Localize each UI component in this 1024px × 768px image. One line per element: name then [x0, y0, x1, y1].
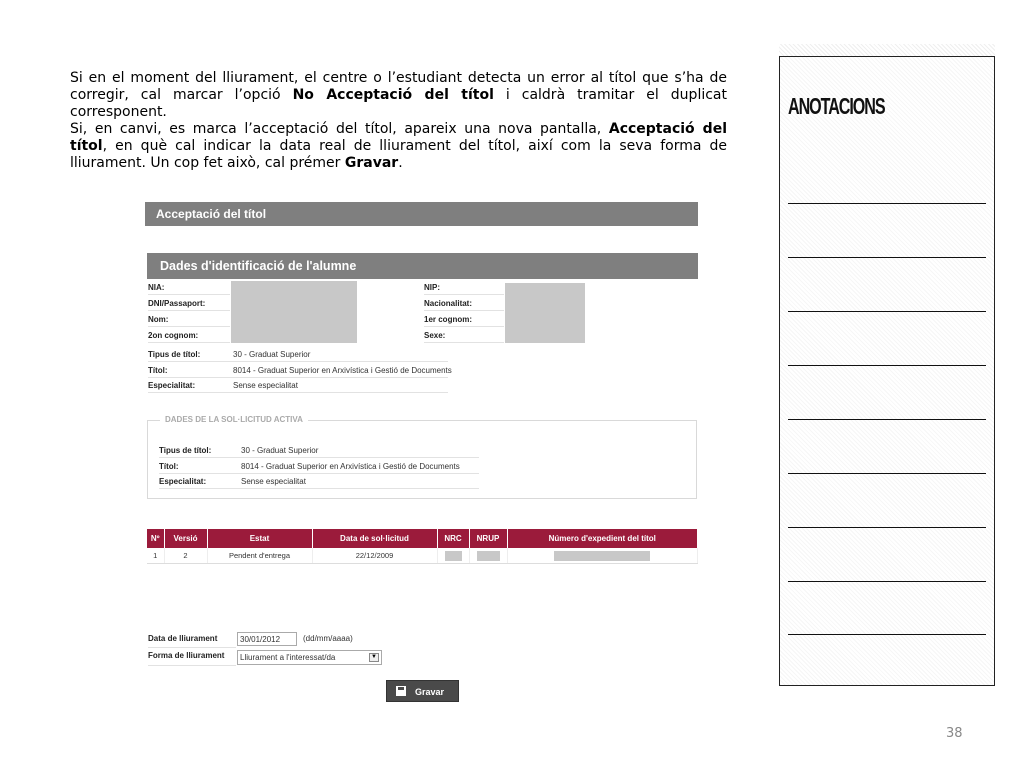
delivery-date-label: Data de lliurament	[148, 634, 218, 643]
column-header: Nº	[147, 529, 164, 548]
save-button-label: Gravar	[415, 687, 445, 697]
delivery-form-selected: Lliurament a l'interessat/da	[240, 653, 336, 662]
redacted-block	[477, 551, 500, 561]
table-header-row	[147, 529, 698, 548]
page-number: 38	[946, 726, 963, 741]
delivery-date-input[interactable]: 30/01/2012	[237, 632, 297, 646]
cell-number: 1	[147, 548, 164, 564]
note-line	[788, 257, 986, 258]
redacted-block	[554, 551, 650, 561]
note-line	[788, 311, 986, 312]
field-label: Sexe:	[424, 331, 446, 340]
title-type-value: 30 - Graduat Superior	[233, 350, 311, 359]
divider	[159, 473, 479, 474]
note-line	[788, 203, 986, 204]
field-label: 2on cognom:	[148, 331, 199, 340]
field-label: Nom:	[148, 315, 169, 324]
redacted-block	[445, 551, 462, 561]
notes-top-strip	[779, 44, 995, 56]
note-line	[788, 473, 986, 474]
divider	[148, 310, 230, 311]
field-label: NIA:	[148, 283, 165, 292]
column-header: Versió	[164, 529, 207, 548]
notes-panel	[779, 56, 995, 686]
save-icon	[396, 686, 406, 696]
note-line	[788, 419, 986, 420]
notes-title: ANOTACIONS	[788, 93, 885, 119]
note-line	[788, 365, 986, 366]
cell-nrup	[469, 548, 507, 564]
column-header: Número d'expedient del títol	[507, 529, 698, 548]
date-format-hint: (dd/mm/aaaa)	[303, 634, 353, 643]
screen-title: Acceptació del títol	[145, 202, 698, 226]
divider	[424, 310, 504, 311]
column-header: Data de sol·licitud	[312, 529, 437, 548]
divider	[148, 342, 230, 343]
divider	[159, 488, 479, 489]
title-type-label: Tipus de títol:	[148, 350, 201, 359]
specialty-value: Sense especialitat	[233, 381, 298, 390]
divider	[424, 326, 504, 327]
note-line	[788, 527, 986, 528]
save-button[interactable]	[386, 680, 459, 702]
field-label: DNI/Passaport:	[148, 299, 206, 308]
title-value: 8014 - Graduat Superior en Arxivística i Gestió de Documents	[241, 462, 460, 471]
active-request-fieldset	[147, 415, 697, 499]
delivery-form-select[interactable]	[237, 650, 382, 665]
intro-paragraph-2: Si, en canvi, es marca l’acceptació del títol, apareix una nova pantalla, Acceptació del títol, en què cal indicar la data real de lliurament del títol, així com la seva forma de lliurament. Un cop fet això, cal prémer Gravar.	[70, 121, 728, 171]
title-type-label: Tipus de títol:	[159, 446, 212, 455]
redacted-block	[231, 281, 357, 343]
title-label: Títol:	[148, 366, 168, 375]
column-header: NRUP	[469, 529, 507, 548]
divider	[148, 647, 236, 648]
section-title: Dades d'identificació de l'alumne	[147, 253, 698, 279]
cell-request-date: 22/12/2009	[312, 548, 437, 564]
field-label: Nacionalitat:	[424, 299, 473, 308]
title-value: 8014 - Graduat Superior en Arxivística i Gestió de Documents	[233, 366, 452, 375]
column-header: NRC	[437, 529, 469, 548]
history-table	[147, 529, 698, 564]
specialty-label: Especialitat:	[148, 381, 196, 390]
divider	[148, 294, 230, 295]
cell-nrc	[437, 548, 469, 564]
chevron-down-icon[interactable]: ▼	[369, 653, 379, 662]
cell-status: Pendent d'entrega	[207, 548, 312, 564]
field-label: NIP:	[424, 283, 440, 292]
divider	[148, 326, 230, 327]
intro-text	[70, 70, 727, 172]
intro-paragraph-1: Si en el moment del lliurament, el centre o l’estudiant detecta un error al títol que s’ha de corregir, cal marcar l’opció No Acceptació del títol i caldrà tramitar el duplicat corresponent.	[70, 70, 727, 120]
note-line	[788, 581, 986, 582]
specialty-label: Especialitat:	[159, 477, 207, 486]
divider	[424, 294, 504, 295]
cell-version: 2	[164, 548, 207, 564]
divider	[424, 342, 504, 343]
divider	[148, 361, 448, 362]
field-label: 1er cognom:	[424, 315, 473, 324]
cell-file-number	[507, 548, 698, 564]
divider	[148, 665, 236, 666]
title-label: Títol:	[159, 462, 179, 471]
table-row[interactable]	[147, 548, 698, 564]
divider	[148, 377, 448, 378]
title-type-value: 30 - Graduat Superior	[241, 446, 319, 455]
note-line	[788, 634, 986, 635]
column-header: Estat	[207, 529, 312, 548]
specialty-value: Sense especialitat	[241, 477, 306, 486]
active-request-legend: DADES DE LA SOL·LICITUD ACTIVA	[160, 415, 308, 424]
divider	[159, 457, 479, 458]
divider	[148, 392, 448, 393]
redacted-block	[505, 283, 585, 343]
delivery-form-label: Forma de lliurament	[148, 651, 225, 660]
